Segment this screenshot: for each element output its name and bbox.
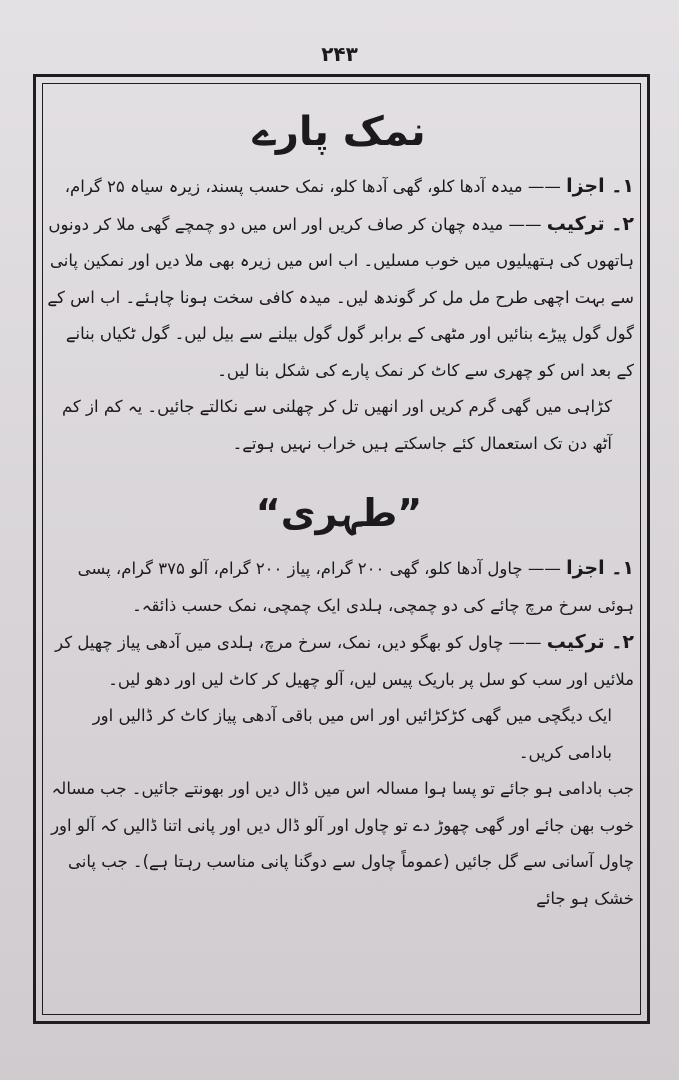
recipe-title-namak-pare: نمک پارے bbox=[252, 109, 426, 155]
namak-pare-frying: کڑاہی میں گھی گرم کریں اور انھیں تل کر چھلنی سے نکالتے جائیں۔ یہ کم از کم آٹھ دن تک استعمال کئے جاسکتے ہیں خراب نہیں ہوتے۔ bbox=[61, 397, 612, 453]
page-number: ۲۴۳ bbox=[321, 42, 358, 66]
ingredients-text: —— چاول آدھا کلو، گھی ۲۰۰ گرام، پیاز ۲۰۰ گرام، آلو ۳۷۵ گرام، پسی ہوئی سرخ مرچ چائے کی دو چمچی، ہلدی ایک چمچی، نمک حسب ذائقہ۔ bbox=[77, 559, 634, 615]
ingredients-label: ۱۔ اجزا bbox=[566, 175, 634, 197]
namak-pare-method bbox=[44, 206, 634, 390]
method-label: ۲۔ ترکیب bbox=[546, 212, 634, 235]
method-text: —— چاول کو بھگو دیں، نمک، سرخ مرچ، ہلدی میں آدھی پیاز چھیل کر ملائیں اور سب کو سل پر باریک پیس لیں، آلو چھیل کر کاٹ لیں اور دھو لیں۔ bbox=[55, 633, 634, 689]
tahri-final-step: جب بادامی ہو جائے تو پسا ہوا مسالہ اس میں ڈال دیں اور بھونتے جائیں۔ جب مسالہ خوب بھن جائے اور گھی چھوڑ دے تو چاول اور آلو ڈال دیں اور پانی اتنا ڈالیں کہ آلو اور چاول آسانی سے گل جائیں (عموماً چاول سے دوگنا پانی مناسب رہتا ہے)۔ جب پانی خشک ہو جائے bbox=[51, 779, 634, 908]
method-label: ۲۔ ترکیب bbox=[546, 631, 634, 653]
page-content bbox=[44, 96, 634, 1016]
ingredients-text: —— میدہ آدھا کلو، گھی آدھا کلو، نمک حسب پسند، زیرہ سیاہ ۲۵ گرام، bbox=[64, 177, 567, 196]
method-text: —— میدہ چھان کر صاف کریں اور اس میں دو چمچے گھی ملا کر دونوں ہاتھوں کی ہتھیلیوں میں خوب مسلیں۔ اب اس میں زیرہ بھی ملا دیں اور نمکین پانی سے بہت اچھی طرح مل مل کر گوندھ لیں۔ میدہ کافی سخت ہونا چاہئے۔ اب اس کے گول گول پیڑے بنائیں اور مٹھی کے برابر گول گول بیلنے سے بیل لیں۔ گول ٹکیاں بنانے کے بعد اس کو چھری سے کاٹ کر نمک پارے کی شکل بنا لیں۔ bbox=[47, 214, 634, 380]
tahri-ingredients bbox=[44, 550, 634, 624]
tahri-pot-step: ایک دیگچی میں گھی کڑکڑائیں اور اس میں باقی آدھی پیاز کاٹ کر ڈالیں اور بادامی کریں۔ bbox=[92, 706, 612, 762]
tahri-method bbox=[44, 624, 634, 698]
namak-pare-ingredients bbox=[44, 168, 634, 206]
recipe-title-tahri: ”طہری“ bbox=[255, 491, 423, 535]
ingredients-label: ۱۔ اجزا bbox=[566, 557, 634, 579]
